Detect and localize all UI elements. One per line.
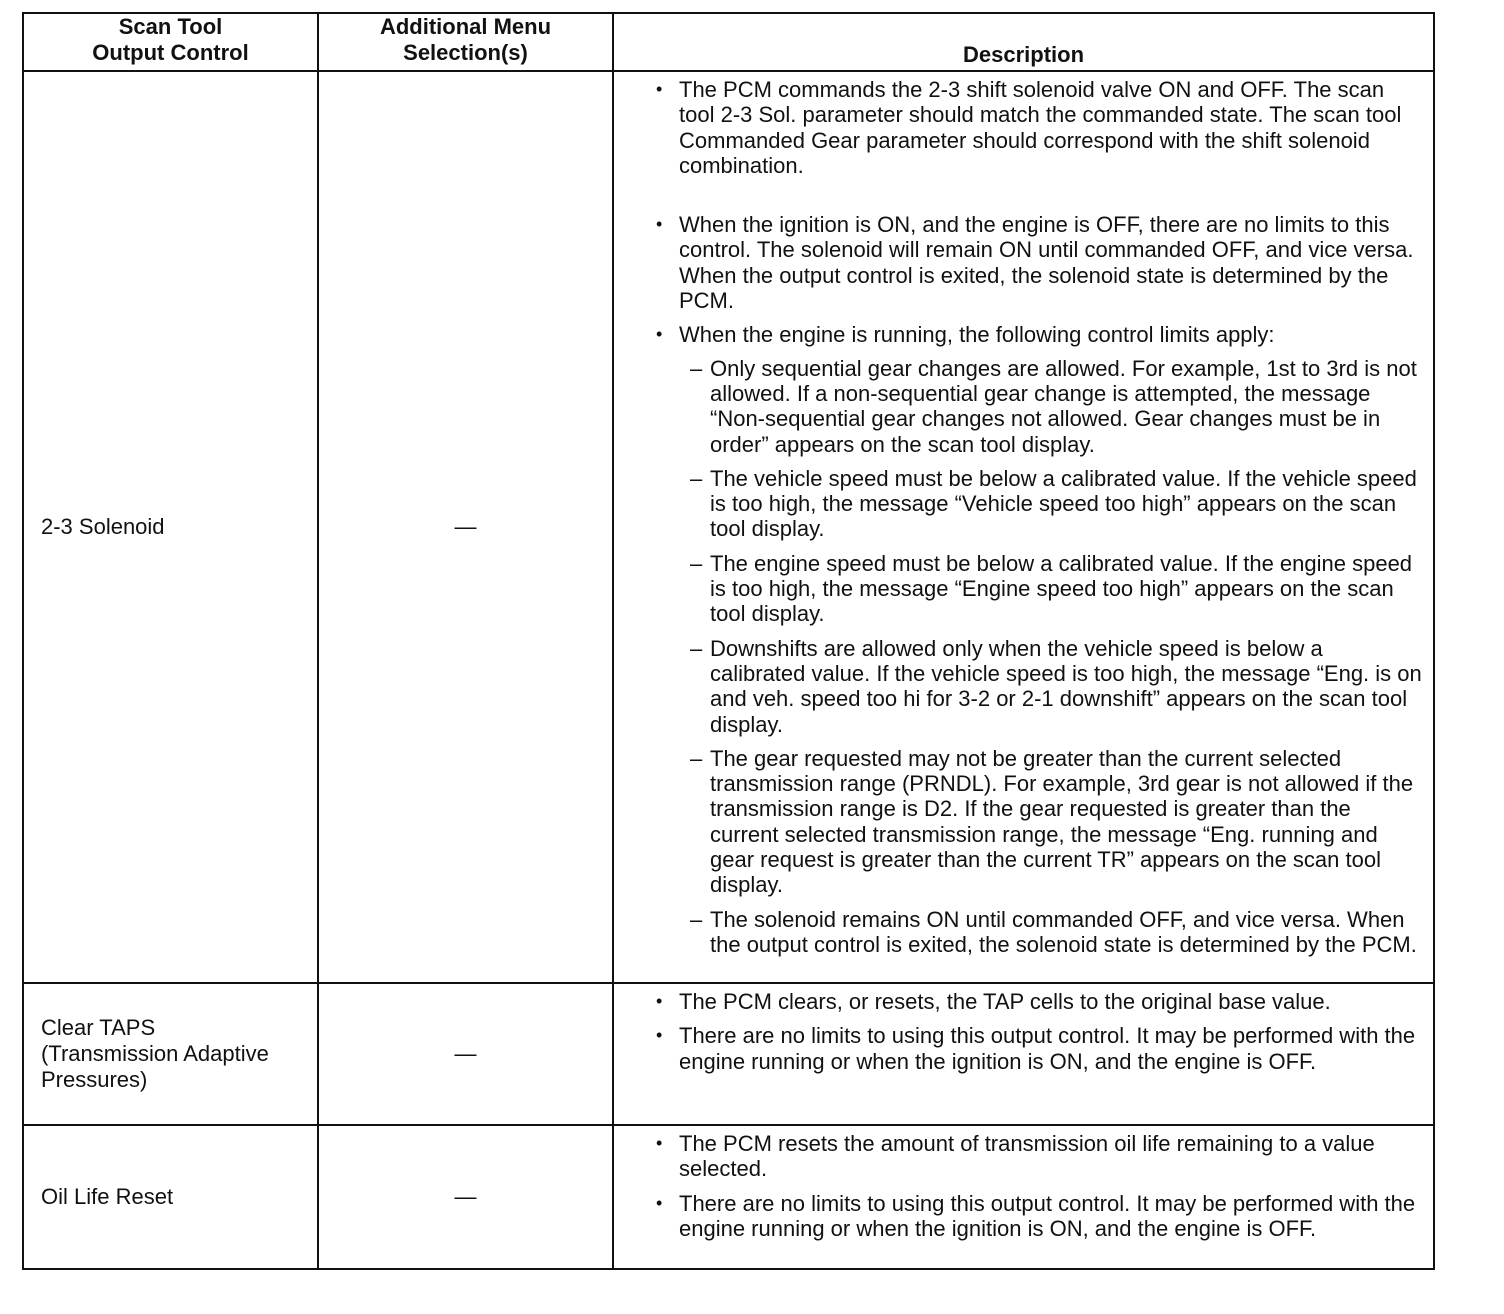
control-name-cell: Oil Life Reset bbox=[23, 1125, 318, 1269]
bullet-icon: • bbox=[656, 1192, 663, 1213]
list-item: • The PCM clears, or resets, the TAP cells to the original base value. bbox=[656, 989, 1331, 1014]
list-item: • There are no limits to using this output control. It may be performed with the engine running or when the ignition is ON, and the engine is OFF. bbox=[656, 1190, 1416, 1241]
sub-list-item: – The vehicle speed must be below a calibrated value. If the vehicle speed is too high, the message “Vehicle speed too high” appears on the scan tool display. bbox=[690, 465, 1417, 542]
list-item: • When the engine is running, the following control limits apply: – Only sequential gear changes are allowed. For example, 1st to 3rd is not allowed. If a non-sequential gear change is attempted, the message “Non-sequential gear changes not allowed. Gear changes must be in order” appears on the scan tool display. – The vehicle speed must be below a calibrated value. If the vehicle speed is too high, the message “Vehicle speed too high” appears on the scan tool display. – The engine speed must be below a calibrated value. If the engine speed is too high, the message “Engine speed too high” appears on the scan tool display. – Downshifts are allowed only when the vehicle speed is below a calibrated value. If the vehicle speed is too high, the message “Eng. is on and veh. speed too hi for 3-2 or 2-1 downshift” appears on the scan tool display. – The gear requested may not be greater than the current selected transmission range (PRNDL). For example, 3rd gear is not allowed if the transmission range is D2. If the gear requested is greater than the current selected transmission range, the message “Eng. running and gear request is greater than the current TR” appears on the scan tool display. – The solenoid remains ON until commanded OFF, and vice versa. When the output control is exited, the solenoid state is determined by the PCM. bbox=[656, 322, 1422, 957]
control-name-cell: 2-3 Solenoid bbox=[23, 71, 318, 983]
header-scan-tool-output-control: Scan Tool Output Control bbox=[23, 13, 318, 71]
table-header-row bbox=[23, 13, 1434, 71]
sub-list-item: – The solenoid remains ON until commanded OFF, and vice versa. When the output control is exited, the solenoid state is determined by the PCM. bbox=[690, 906, 1417, 957]
list-item: • The PCM resets the amount of transmission oil life remaining to a value selected. bbox=[656, 1131, 1375, 1182]
description-list bbox=[614, 989, 1423, 1074]
dash-icon: – bbox=[690, 355, 703, 381]
description-cell bbox=[613, 1125, 1434, 1269]
list-item: • When the ignition is ON, and the engine is OFF, there are no limits to this control. The solenoid will remain ON until commanded OFF, and vice versa. When the output control is exited, the solenoid state is determined by the PCM. bbox=[656, 212, 1414, 314]
description-list bbox=[614, 1131, 1423, 1241]
sub-list-item: – Downshifts are allowed only when the vehicle speed is below a calibrated value. If the vehicle speed is too high, the message “Eng. is on and veh. speed too hi for 3-2 or 2-1 downshift” appears on the scan tool display. bbox=[690, 635, 1422, 737]
dash-icon: – bbox=[690, 635, 703, 661]
table-row bbox=[23, 983, 1434, 1125]
table-row bbox=[23, 71, 1434, 983]
sub-list bbox=[679, 356, 1423, 958]
sub-list-item: – Only sequential gear changes are allowed. For example, 1st to 3rd is not allowed. If a non-sequential gear change is attempted, the message “Non-sequential gear changes not allowed. Gear changes must be in order” appears on the scan tool display. bbox=[690, 355, 1417, 457]
menu-selection-cell: — bbox=[318, 71, 613, 983]
output-control-table bbox=[22, 12, 1435, 1270]
header-description: Description bbox=[613, 13, 1434, 71]
dash-icon: – bbox=[690, 745, 703, 771]
bullet-icon: • bbox=[656, 324, 663, 345]
bullet-icon: • bbox=[656, 991, 663, 1011]
menu-selection-cell: — bbox=[318, 1125, 613, 1269]
header-additional-menu-selections: Additional Menu Selection(s) bbox=[318, 13, 613, 71]
bullet-icon: • bbox=[656, 1025, 663, 1046]
table-row bbox=[23, 1125, 1434, 1269]
description-cell bbox=[613, 983, 1434, 1125]
sub-list-item: – The engine speed must be below a calibrated value. If the engine speed is too high, the message “Engine speed too high” appears on the scan tool display. bbox=[690, 550, 1413, 627]
sub-list-item: – The gear requested may not be greater than the current selected transmission range (PRNDL). For example, 3rd gear is not allowed if the transmission range is D2. If the gear requested is greater than the current selected transmission range, the message “Eng. running and gear request is greater than the current TR” appears on the scan tool display. bbox=[690, 745, 1414, 898]
bullet-icon: • bbox=[656, 79, 663, 99]
description-cell bbox=[613, 71, 1434, 983]
dash-icon: – bbox=[690, 465, 703, 491]
dash-icon: – bbox=[690, 906, 703, 932]
control-name-cell: Clear TAPS (Transmission Adaptive Pressures) bbox=[23, 983, 318, 1125]
menu-selection-cell: — bbox=[318, 983, 613, 1125]
list-item: • There are no limits to using this output control. It may be performed with the engine running or when the ignition is ON, and the engine is OFF. bbox=[656, 1023, 1416, 1074]
dash-icon: – bbox=[690, 550, 703, 576]
list-item: • The PCM commands the 2-3 shift solenoid valve ON and OFF. The scan tool 2-3 Sol. parameter should match the commanded state. The scan tool Commanded Gear parameter should correspond with the shift solenoid combination. bbox=[656, 77, 1402, 178]
bullet-icon: • bbox=[656, 214, 663, 235]
bullet-icon: • bbox=[656, 1133, 663, 1153]
description-list bbox=[614, 77, 1423, 957]
